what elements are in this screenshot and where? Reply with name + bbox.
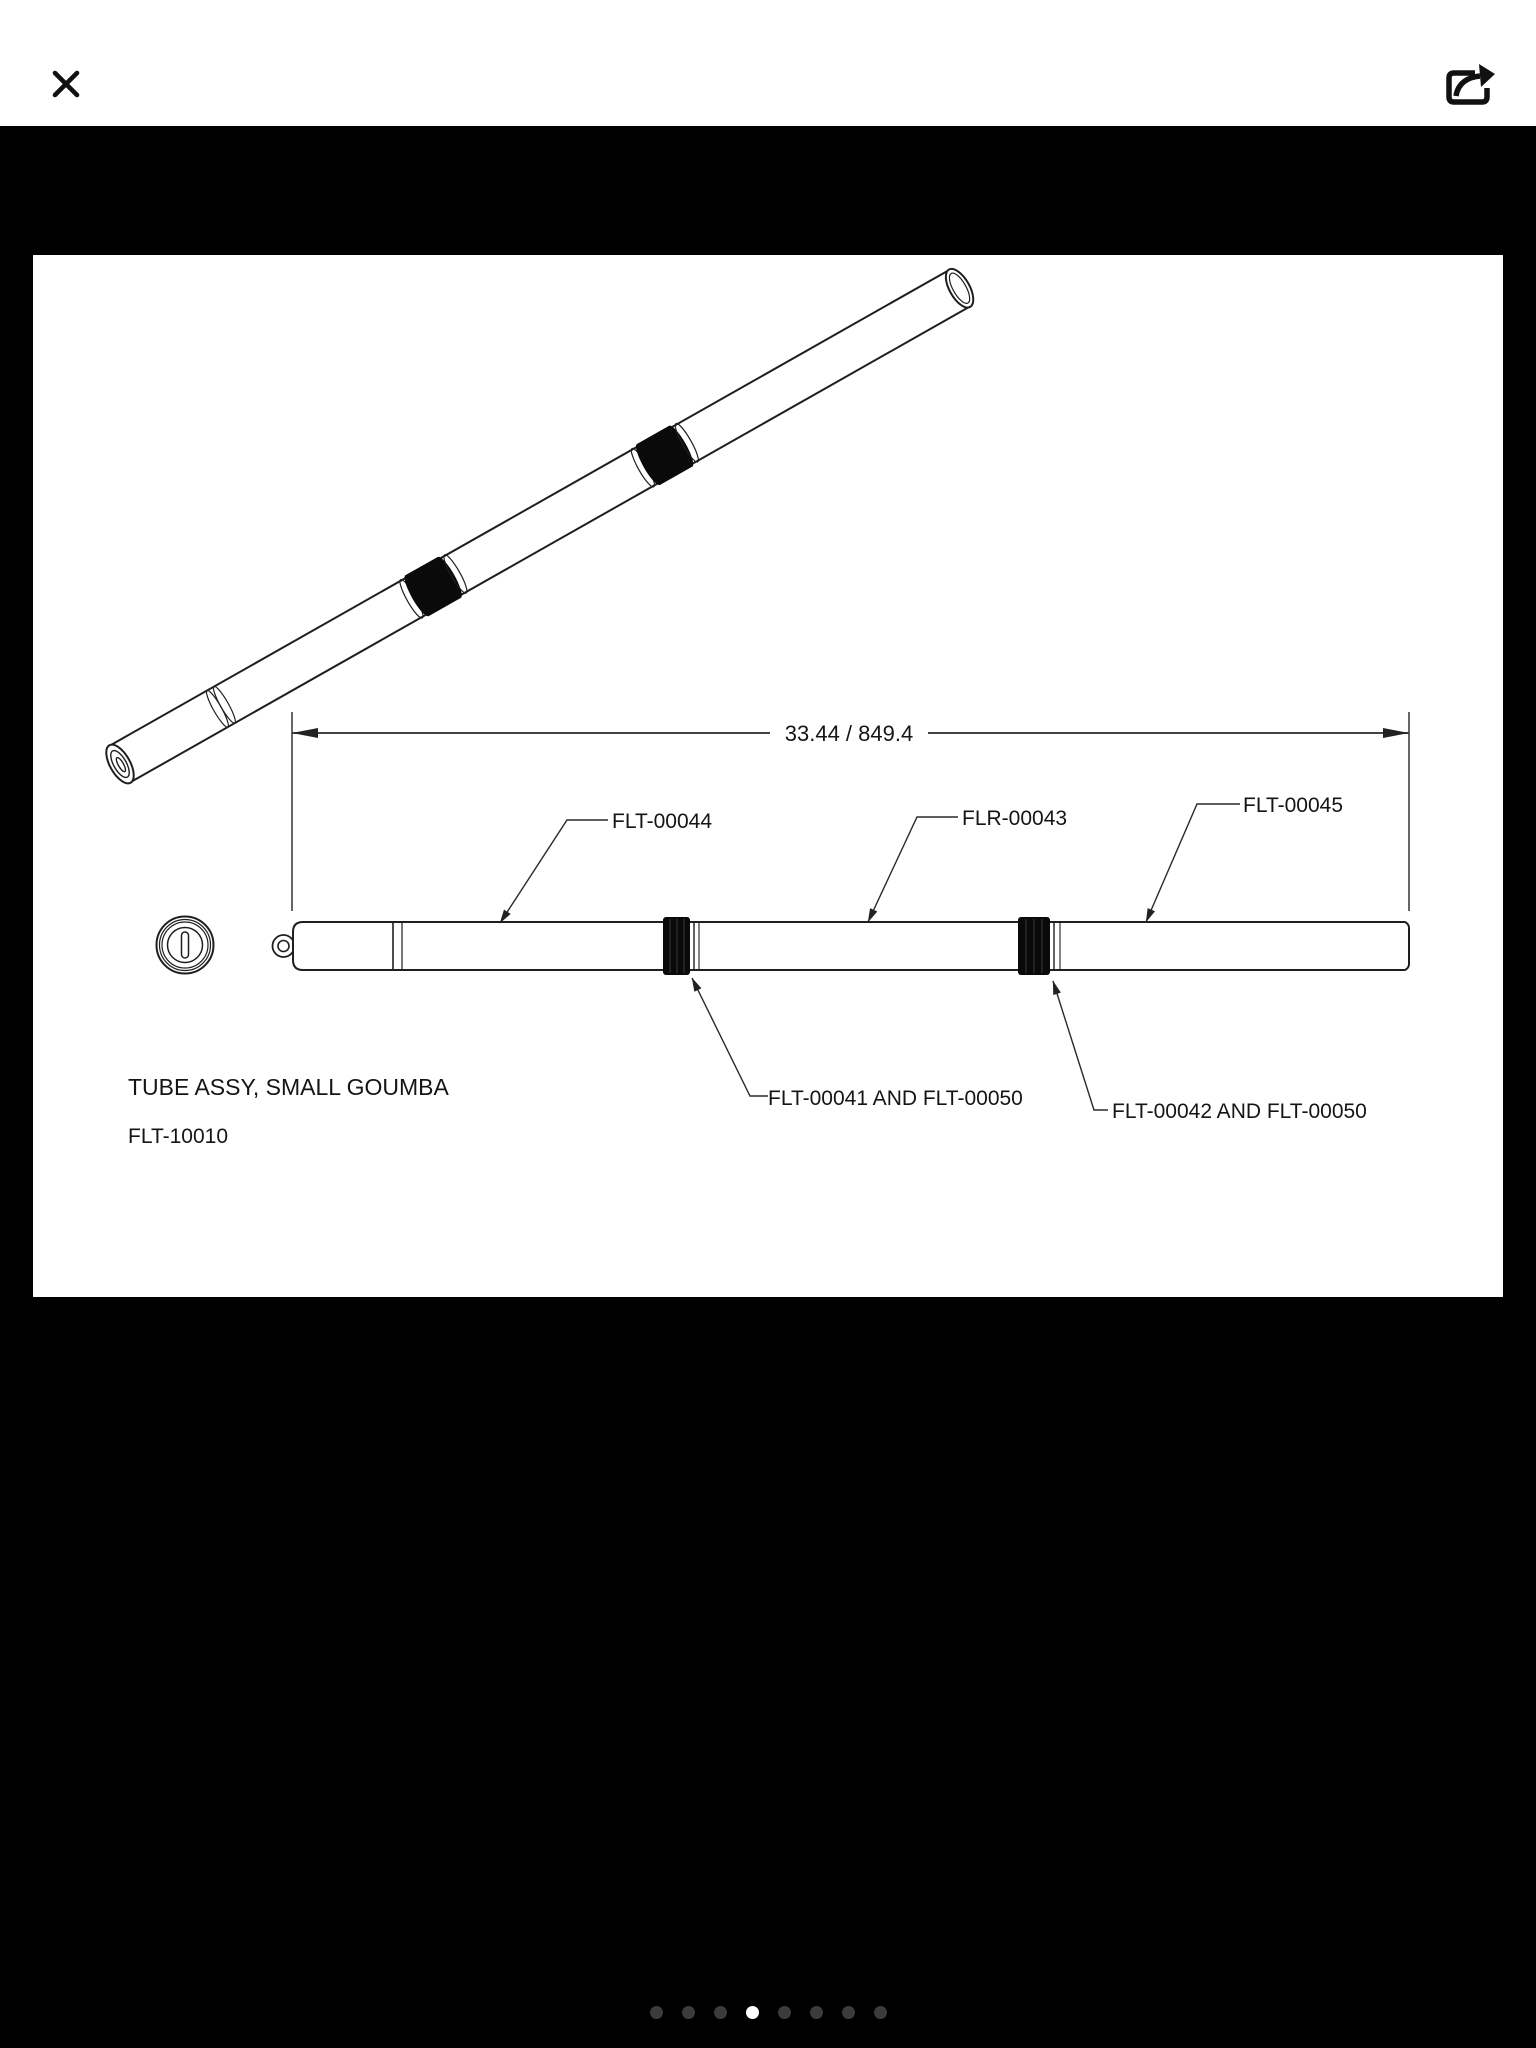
page-dot[interactable] <box>810 2006 823 2019</box>
technical-drawing <box>33 255 1503 1297</box>
page-indicator <box>0 2005 1536 2019</box>
callout-coupler-right: FLT-00042 AND FLT-00050 <box>1112 1100 1367 1123</box>
dimension-label: 33.44 / 849.4 <box>784 721 914 746</box>
viewer-toolbar <box>0 0 1536 126</box>
isometric-view <box>100 263 980 790</box>
page-dot[interactable] <box>778 2006 791 2019</box>
callout-coupler-left: FLT-00041 AND FLT-00050 <box>768 1087 1023 1110</box>
page-dot[interactable] <box>874 2006 887 2019</box>
share-icon <box>1445 56 1497 106</box>
side-view <box>273 917 1410 975</box>
side-coupler-1 <box>663 917 699 975</box>
callout-segment-left: FLT-00044 <box>612 810 713 833</box>
side-coupler-2 <box>1018 917 1060 975</box>
drawing-page[interactable] <box>33 255 1503 1297</box>
page-dot[interactable] <box>650 2006 663 2019</box>
page-dot-active[interactable] <box>746 2006 759 2019</box>
viewer-stage[interactable] <box>0 126 1536 2048</box>
page-dot[interactable] <box>714 2006 727 2019</box>
page-dot[interactable] <box>842 2006 855 2019</box>
close-button[interactable] <box>44 62 88 106</box>
drawing-part-number: FLT-10010 <box>128 1125 229 1148</box>
page-dot[interactable] <box>682 2006 695 2019</box>
end-view <box>157 917 214 974</box>
share-button[interactable] <box>1445 56 1497 106</box>
drawing-title: TUBE ASSY, SMALL GOUMBA <box>128 1074 449 1100</box>
callout-segment-middle: FLR-00043 <box>962 807 1068 830</box>
callout-segment-right: FLT-00045 <box>1243 794 1344 817</box>
close-icon <box>44 62 88 106</box>
